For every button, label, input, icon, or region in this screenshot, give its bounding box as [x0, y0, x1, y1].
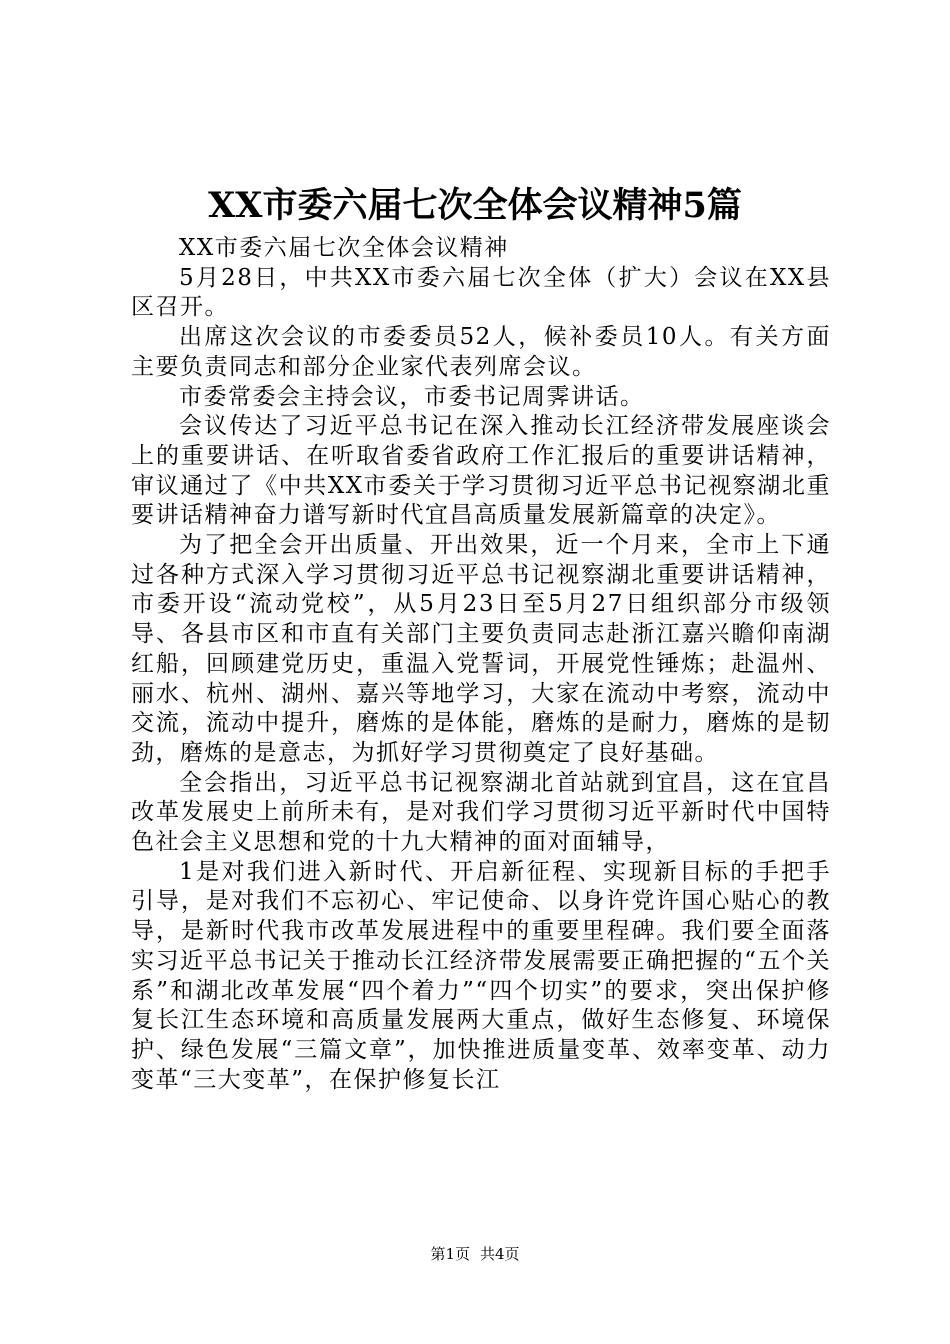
paragraph-host: 市委常委会主持会议，市委书记周霁讲话。 — [179, 383, 645, 410]
paragraph-attendance: 出席这次会议的市委委员52人，候补委员10人。有关方面主要负责同志和部分企业家代表列席会议。 — [131, 324, 831, 380]
paragraph-agenda: 会议传达了习近平总书记在深入推动长江经济带发展座谈会上的重要讲话、在听取省委省政府工作汇报后的重要讲话精神，审议通过了《中共XX市委关于学习贯彻习近平总书记视察湖北重要讲话精神奋力谱写新时代宜昌高质量发展新篇章的决定》。 — [131, 413, 831, 529]
page-footer — [0, 1244, 950, 1264]
paragraph-significance: 1是对我们进入新时代、开启新征程、实现新目标的手把手引导，是对我们不忘初心、牢记使命、以身许党许国心贴心的教导，是新时代我市改革发展进程中的重要里程碑。我们要全面落实习近平总书记关于推动长江经济带发展需要正确把握的“五个关系”和湖北改革发展“四个着力”“四个切实”的要求，突出保护修复长江生态环境和高质量发展两大重点，做好生态修复、环境保护、绿色发展“三篇文章”，加快推进质量变革、效率变革、动力变革“三大变革”，在保护修复长江 — [131, 858, 831, 1093]
document-body — [131, 234, 831, 1095]
paragraph-meeting-date: 5月28日，中共XX市委六届七次全体（扩大）会议在XX县区召开。 — [131, 264, 831, 321]
paragraph-plenary-notes: 全会指出，习近平总书记视察湖北首站就到宜昌，这在宜昌改革发展史上前所未有，是对我们学习贯彻习近平新时代中国特色社会主义思想和党的十九大精神的面对面辅导， — [131, 769, 831, 856]
page-number: 第1页 — [430, 1245, 470, 1263]
document-title: XX市委六届七次全体会议精神5篇 — [208, 185, 742, 226]
paragraph-preparation: 为了把全会开出质量、开出效果，近一个月来，全市上下通过各种方式深入学习贯彻习近平总书记视察湖北重要讲话精神，市委开设“流动党校”，从5月23日至5月27日组织部分市级领导、各县市区和市直有关部门主要负责同志赴浙江嘉兴瞻仰南湖红船，回顾建党历史，重温入党誓词，开展党性锤炼；赴温州、丽水、杭州、湖州、嘉兴等地学习，大家在流动中考察，流动中交流，流动中提升，磨炼的是体能，磨炼的是耐力，磨炼的是韧劲，磨炼的是意志，为抓好学习贯彻奠定了良好基础。 — [131, 532, 831, 766]
page-total: 共4页 — [480, 1245, 520, 1263]
paragraph-subtitle: XX市委六届七次全体会议精神 — [179, 235, 509, 261]
